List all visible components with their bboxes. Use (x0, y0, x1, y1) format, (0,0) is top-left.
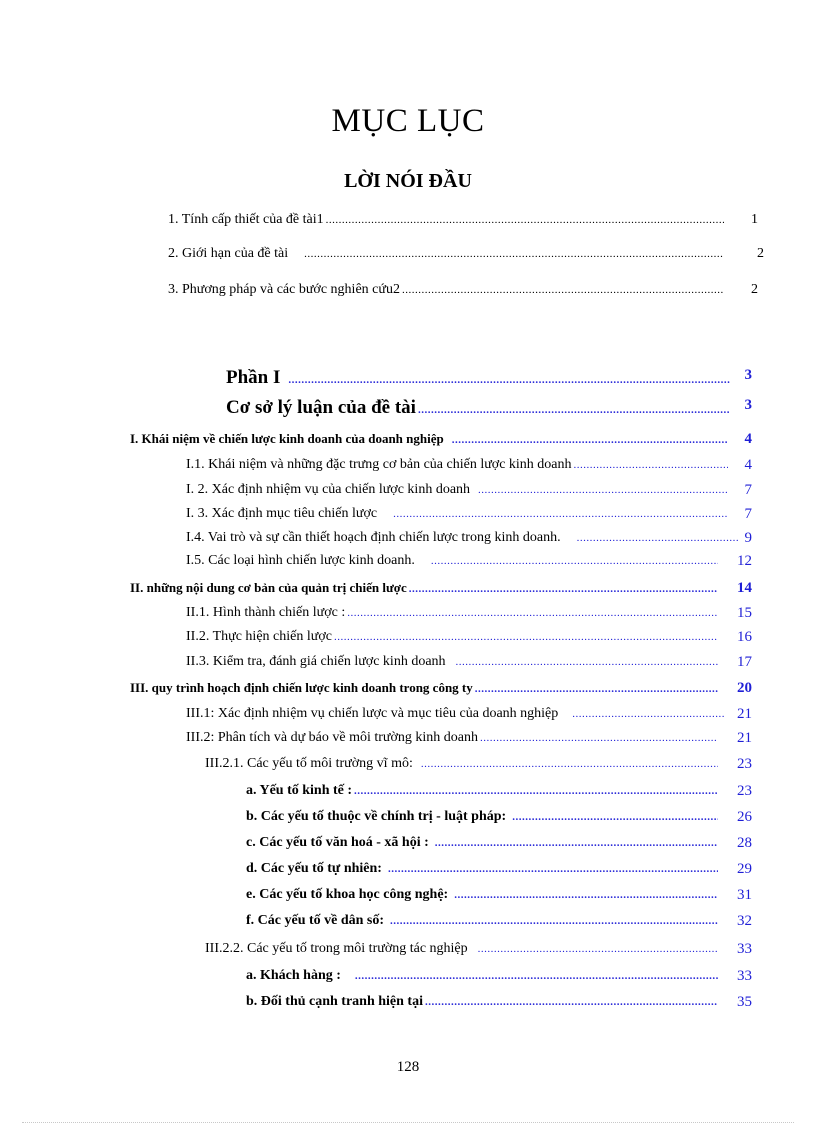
toc-entry[interactable] (130, 580, 752, 596)
toc-page-number: 12 (737, 553, 752, 569)
toc-entry[interactable] (186, 553, 752, 569)
toc-page-number: 33 (737, 941, 752, 957)
toc-page-number: 17 (737, 654, 752, 670)
toc-page-number: 31 (737, 887, 752, 903)
toc-page-number: 15 (737, 605, 752, 621)
dot-leader (512, 811, 718, 823)
dot-leader (572, 708, 724, 720)
toc-entry[interactable] (186, 605, 752, 621)
dot-leader (425, 996, 718, 1008)
toc-entry-text: II.2. Thực hiện chiến lược (186, 629, 332, 644)
toc-entry-text: I.4. Vai trò và sự cần thiết hoạch định chiến lược trong kinh doanh. (186, 530, 561, 545)
toc-entry-text: II. những nội dung cơ bản của quản trị chiến lược (130, 580, 407, 595)
toc-entry-text: c. Các yếu tố văn hoá - xã hội : (246, 835, 429, 850)
toc-page-number: 4 (744, 431, 752, 447)
toc-page-number: 3 (744, 367, 752, 383)
toc-entry-text: I.1. Khái niệm và những đặc trưng cơ bản của chiến lược kinh doanh (186, 457, 572, 472)
toc-page-number: 4 (744, 457, 752, 473)
dot-leader (577, 532, 738, 544)
toc-entry-text: b. Đối thủ cạnh tranh hiện tại (246, 994, 423, 1009)
toc-entry[interactable] (186, 457, 752, 473)
toc-entry-text: II.1. Hình thành chiến lược : (186, 605, 346, 620)
toc-page-number: 33 (737, 968, 752, 984)
toc-page-number: 21 (737, 730, 752, 746)
toc-entry[interactable] (168, 282, 764, 298)
dot-leader (478, 484, 728, 496)
toc-page-number: 2 (751, 282, 758, 297)
dot-leader (475, 683, 718, 695)
toc-part-entry[interactable] (226, 397, 752, 419)
toc-page-number: 7 (744, 506, 752, 522)
toc-entry-text: 3. Phương pháp và các bước nghiên cứu2 (168, 282, 400, 297)
dot-leader (390, 915, 718, 927)
dot-leader (454, 889, 718, 901)
dot-leader (388, 863, 718, 875)
toc-page-number: 2 (757, 246, 764, 261)
dot-leader (409, 583, 718, 595)
toc-entry-text: III.2.1. Các yếu tố môi trường vĩ mô: (205, 756, 413, 771)
toc-page-number: 35 (737, 994, 752, 1010)
toc-entry-text: III. quy trình hoạch định chiến lược kinh doanh trong công ty (130, 680, 473, 695)
toc-entry-text: III.2.2. Các yếu tố trong môi trường tác nghiệp (205, 941, 468, 956)
dot-leader (326, 214, 724, 226)
toc-entry-text: III.2: Phân tích và dự báo về môi trường kinh doanh (186, 730, 479, 745)
toc-entry[interactable] (130, 680, 752, 696)
toc-entry[interactable] (246, 913, 752, 929)
toc-entry[interactable] (246, 835, 752, 851)
dot-leader (478, 943, 718, 955)
toc-page-number: 23 (737, 756, 752, 772)
toc-page-number: 3 (744, 397, 752, 413)
toc-entry-text: a. Khách hàng : (246, 968, 341, 983)
toc-entry-text: Phần I (226, 367, 281, 388)
toc-entry[interactable] (246, 968, 752, 984)
toc-entry[interactable] (246, 887, 752, 903)
toc-entry-text: 1. Tính cấp thiết của đề tài1 (168, 212, 324, 227)
dot-leader (347, 607, 718, 619)
dot-leader (421, 758, 718, 770)
dot-leader (402, 284, 724, 296)
toc-page-number: 1 (751, 212, 758, 227)
toc-page-number: 21 (737, 706, 752, 722)
toc-entry[interactable] (186, 706, 752, 722)
toc-entry-text: d. Các yếu tố tự nhiên: (246, 861, 382, 876)
toc-entry[interactable] (186, 730, 752, 746)
toc-part-entry[interactable] (226, 367, 752, 389)
dot-leader (452, 434, 728, 446)
dot-leader (480, 732, 718, 744)
toc-page-number: 28 (737, 835, 752, 851)
toc-page-number: 23 (737, 783, 752, 799)
toc-entry[interactable] (130, 431, 752, 447)
dot-leader (304, 248, 724, 260)
toc-entry-text: b. Các yếu tố thuộc về chính trị - luật pháp: (246, 809, 507, 824)
dot-leader (288, 374, 730, 386)
toc-page-number: 16 (737, 629, 752, 645)
toc-page-number: 20 (737, 680, 752, 696)
toc-entry-text: III.1: Xác định nhiệm vụ chiến lược và mục tiêu của doanh nghiệp (186, 706, 559, 721)
page-title: MỤC LỤC (331, 103, 485, 139)
dot-leader (334, 631, 718, 643)
toc-entry[interactable] (205, 941, 752, 957)
toc-page-number: 7 (744, 482, 752, 498)
dot-leader (574, 459, 728, 471)
toc-entry-text: I. 3. Xác định mục tiêu chiến lược (186, 506, 378, 521)
toc-entry[interactable] (186, 482, 752, 498)
toc-entry[interactable] (186, 506, 752, 522)
dot-leader (354, 785, 718, 797)
toc-entry[interactable] (168, 246, 764, 262)
toc-entry[interactable] (168, 212, 764, 228)
toc-entry-text: I. 2. Xác định nhiệm vụ của chiến lược kinh doanh (186, 482, 471, 497)
toc-entry-text: I.5. Các loại hình chiến lược kinh doanh. (186, 553, 415, 568)
toc-entry[interactable] (246, 809, 752, 825)
dot-leader (418, 404, 730, 416)
toc-page-number: 29 (737, 861, 752, 877)
toc-entry-text: f. Các yếu tố về dân số: (246, 913, 385, 928)
toc-entry-text: a. Yếu tố kinh tế : (246, 783, 353, 798)
dot-leader (435, 837, 718, 849)
toc-entry-text: Cơ sở lý luận của đề tài (226, 397, 416, 418)
toc-page-number: 32 (737, 913, 752, 929)
dot-leader (355, 970, 718, 982)
toc-entry-text: II.3. Kiểm tra, đánh giá chiến lược kinh doanh (186, 654, 446, 669)
toc-page-number: 26 (737, 809, 752, 825)
page-number: 128 (396, 1059, 420, 1075)
toc-entry-text: 2. Giới hạn của đề tài (168, 246, 289, 261)
dot-leader (393, 508, 728, 520)
toc-entry[interactable] (246, 783, 752, 799)
toc-entry[interactable] (205, 756, 752, 772)
toc-page-number: 9 (744, 530, 752, 546)
toc-entry-text: e. Các yếu tố khoa học công nghệ: (246, 887, 449, 902)
toc-entry[interactable] (186, 530, 752, 546)
dot-leader (431, 555, 718, 567)
dot-leader (456, 656, 718, 668)
toc-entry[interactable] (186, 654, 752, 670)
toc-entry[interactable] (246, 994, 752, 1010)
toc-entry-text: I. Khái niệm về chiến lược kinh doanh của doanh nghiệp (130, 431, 444, 446)
toc-entry[interactable] (186, 629, 752, 645)
toc-page-number: 14 (737, 580, 752, 596)
section-heading: LỜI NÓI ĐẦU (344, 170, 472, 192)
toc-entry[interactable] (246, 861, 752, 877)
